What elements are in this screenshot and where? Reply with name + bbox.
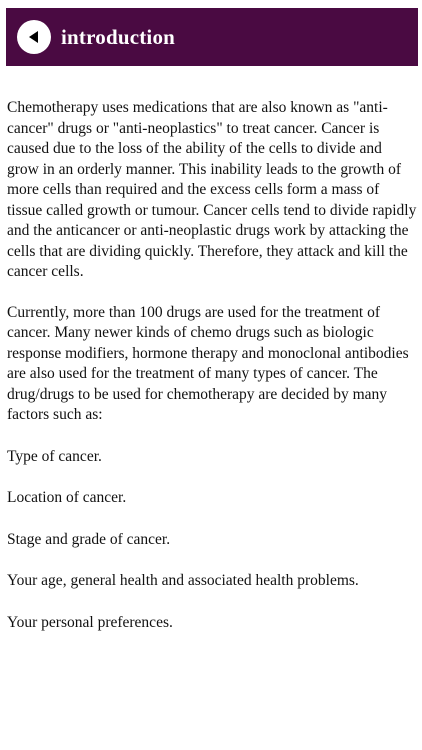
factor-item: Your personal preferences. — [7, 613, 173, 631]
factor-item: Location of cancer. — [7, 489, 127, 506]
back-arrow-icon — [27, 30, 41, 44]
back-button[interactable] — [17, 20, 51, 54]
article-content — [7, 98, 417, 654]
intro-paragraph: Chemotherapy uses medications that are also known as "anti-cancer" drugs or "anti-neoplastics" to treat cancer. Cancer is caused due to the loss of the ability of the cells to divide and grow in an orderly manner. This inability leads to the growth of more cells than required and the excess cells form a mass of tissue called growth or tumour. Cancer cells tend to divide rapidly and the anticancer or anti-neoplastic drugs work by attacking the cells that are dividing quickly. Therefore, they attack and kill the cancer cells. — [7, 99, 417, 280]
factor-item: Your age, general health and associated health problems. — [7, 572, 359, 589]
app-header — [6, 8, 418, 66]
page-title: introduction — [61, 24, 176, 49]
factor-item: Type of cancer. — [7, 447, 102, 465]
treatment-paragraph: Currently, more than 100 drugs are used for the treatment of cancer. Many newer kinds of chemo drugs such as biologic response modifiers, hormone therapy and monoclonal antibodies are also used for the treatment of many types of cancer. The drug/drugs to be used for chemotherapy are decided by many factors such as: — [7, 303, 409, 423]
factor-item: Stage and grade of cancer. — [7, 530, 171, 548]
